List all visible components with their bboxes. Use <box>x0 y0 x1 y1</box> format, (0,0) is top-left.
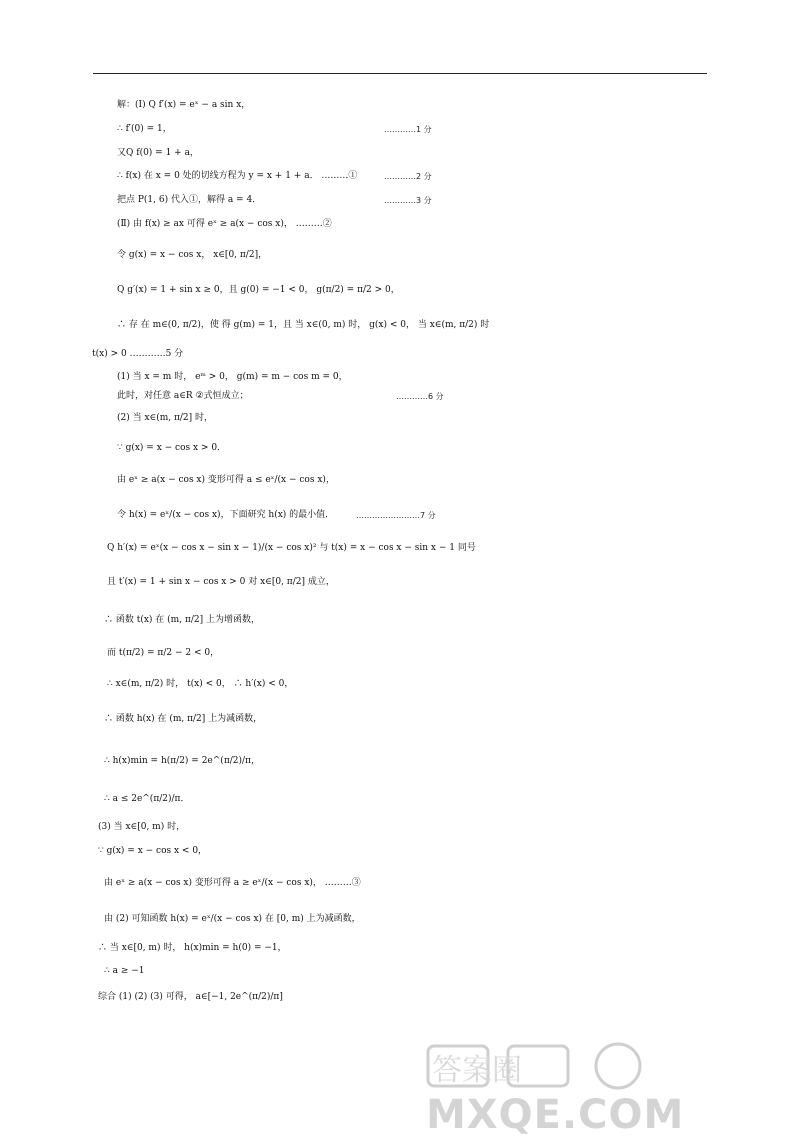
score-mark-7: ……………………7 分 <box>356 511 436 520</box>
solution-line-2: ∴ f′(0) = 1， <box>117 124 172 134</box>
solution-line-14: ∵ g(x) = x − cos x > 0． <box>117 443 227 453</box>
solution-line-13: (2) 当 x∈(m, π/2] 时， <box>117 413 214 423</box>
solution-line-4: ∴ f(x) 在 x = 0 处的切线方程为 y = x + 1 + a． ………① <box>117 171 358 181</box>
solution-line-31: 综合 (1) (2) (3) 可得， a∈[−1, 2e^(π/2)/π] <box>98 992 283 1002</box>
watermark-en-text: MXQE.COM <box>426 1092 685 1134</box>
solution-line-21: ∴ x∈(m, π/2) 时， t(x) < 0， ∴ h′(x) < 0， <box>107 679 294 689</box>
watermark-char-3 <box>596 1044 640 1088</box>
solution-line-8: Q g′(x) = 1 + sin x ≥ 0，且 g(0) = −1 < 0， g(π/2) = π/2 > 0， <box>117 285 400 295</box>
solution-line-22: ∴ 函数 h(x) 在 (m, π/2] 上为减函数， <box>104 714 263 724</box>
score-mark-1: …………1 分 <box>384 125 432 134</box>
solution-line-18: 且 t′(x) = 1 + sin x − cos x > 0 对 x∈[0, π/2] 成立， <box>107 577 335 587</box>
solution-line-19: ∴ 函数 t(x) 在 (m, π/2] 上为增函数， <box>104 615 260 625</box>
solution-line-15: 由 eˣ ≥ a(x − cos x) 变形可得 a ≤ eˣ/(x − cos x)， <box>117 475 335 485</box>
solution-line-1: 解：(Ⅰ) Q f′(x) = eˣ − a sin x， <box>117 100 251 110</box>
solution-line-30: ∴ a ≥ −1 <box>104 966 145 976</box>
solution-line-24: ∴ a ≤ 2e^(π/2)/π． <box>104 794 190 804</box>
solution-line-6: (Ⅱ) 由 f(x) ≥ ax 可得 eˣ ≥ a(x − cos x)， ………② <box>117 219 332 229</box>
solution-line-25: (3) 当 x∈[0, m) 时， <box>98 822 186 832</box>
solution-line-7: 令 g(x) = x − cos x， x∈[0, π/2]， <box>117 250 268 260</box>
solution-line-9: ∴ 存 在 m∈(0, π/2)，使 得 g(m) = 1，且 当 x∈(0, m) 时， g(x) < 0， 当 x∈(m, π/2) 时 <box>117 320 490 330</box>
solution-line-11: (1) 当 x = m 时， eᵐ > 0， g(m) = m − cos m = 0， <box>117 372 348 382</box>
score-mark-3: …………3 分 <box>384 196 432 205</box>
solution-line-3: 又Q f(0) = 1 + a， <box>117 148 199 158</box>
solution-line-26: ∵ g(x) = x − cos x < 0， <box>98 846 208 856</box>
solution-line-29: ∴ 当 x∈[0, m) 时， h(x)min = h(0) = −1， <box>98 943 287 953</box>
solution-line-20: 而 t(π/2) = π/2 − 2 < 0， <box>107 648 220 658</box>
watermark-cn-text: 答案圈 <box>432 1053 522 1088</box>
header-rule <box>93 73 707 74</box>
watermark <box>418 1040 794 1134</box>
score-mark-6: …………6 分 <box>396 392 444 401</box>
score-mark-2: …………2 分 <box>384 172 432 181</box>
solution-line-10: t(x) > 0 …………5 分 <box>92 349 184 359</box>
solution-line-12: 此时，对任意 a∈R ②式恒成立； <box>117 391 249 401</box>
solution-line-23: ∴ h(x)min = h(π/2) = 2e^(π/2)/π， <box>104 756 260 766</box>
solution-line-5: 把点 P(1, 6) 代入①，解得 a = 4． <box>117 195 262 205</box>
solution-line-17: Q h′(x) = eˣ(x − cos x − sin x − 1)/(x − cos x)² 与 t(x) = x − cos x − sin x − 1 同号 <box>107 543 476 553</box>
solution-line-27: 由 eˣ ≥ a(x − cos x) 变形可得 a ≥ eˣ/(x − cos x)， ………③ <box>104 878 361 888</box>
solution-line-28: 由 (2) 可知函数 h(x) = eˣ/(x − cos x) 在 [0, m) 上为减函数， <box>104 914 361 924</box>
solution-line-16: 令 h(x) = eˣ/(x − cos x)，下面研究 h(x) 的最小值． <box>117 510 335 520</box>
